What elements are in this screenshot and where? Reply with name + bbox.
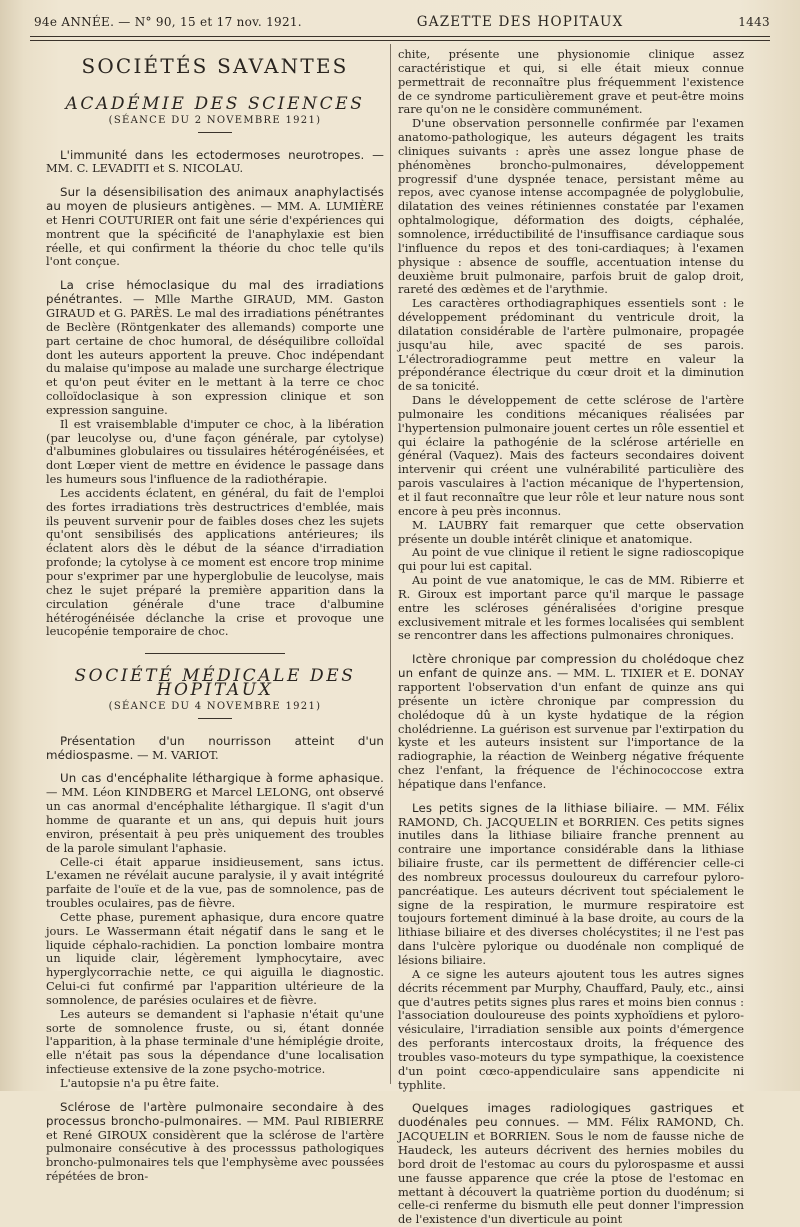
header-rule (30, 36, 770, 37)
article-paragraph: Les accidents éclatent, en général, du fait de l'emploi des fortes irradiations très destructrices d'emblée, mais ils peuvent survenir pour de faibles doses chez les sujets qu'ont sensibilisés des applications antérieures; ils éclatent alors dès le début de la séance d'irradiation profonde; la cytolyse à ce moment est encore trop minime pour s'exprimer par une hyperglobulie de leucolyse, mais chez le sujet préparé la première apparition dans la circulation générale d'une trace d'albumine hétérogénéisée déclanche la crise et provoque une leucopénie temporaire de choc. (46, 485, 384, 639)
section-rule (145, 653, 285, 654)
article-images-radiologiques (398, 1102, 744, 1227)
article-body: — MM. L. TIXIER et E. DONAY rapportent l'observation d'un enfant de quinze ans qui présente un ictère chronique par compression du cholédoque dû à un kyste hydatique de la région cholédrienne. La guérison est survenue par l'extirpation du kyste et les auteurs insistent sur l'importance de la radiographie, la réaction de Weinberg négative fréquente chez l'enfant, la fréquence de l'échinococcose extra hépatique dans l'enfance. (398, 666, 744, 791)
article-paragraph: chite, présente une physionomie clinique assez caractéristique et qui, si elle était mieux connue permettrait de reconnaître plus fréquemment l'existence de ce syndrome particulièrement grave et peut-être moins rare qu'on ne le considère communément. (398, 47, 744, 117)
article-title: Quelques images radiologiques gastriques et duodénales peu connues. (398, 1101, 744, 1130)
article-desensibilisation (46, 186, 384, 269)
article-paragraph: Celle-ci était apparue insidieusement, sans ictus. L'examen ne révélait aucune paralysie, il y avait intégrité parfaite de l'ouïe et de la vue, pas de somnolence, pas de troubles oculaires, pas de fièvre. (46, 854, 384, 911)
article-immunite (46, 149, 384, 177)
article-paragraph: Il est vraisemblable d'imputer ce choc, à la libération (par leucolyse ou, d'une façon générale, par cytolyse) d'albumines globulaires ou tissulaires hétérogénéisées, et dont Lœper vient de mettre en évidence le passage dans les humeurs sous l'influence de la radiothérapie. (46, 416, 384, 487)
article-paragraph: L'autopsie n'a pu être faite. (60, 1076, 220, 1090)
article-title: Ictère chronique par compression du cholédoque chez un enfant de quinze ans. (398, 652, 744, 681)
article-title: Présentation d'un nourrisson atteint d'un médiospasme. (46, 733, 384, 762)
article-body: — Mlle Marthe GIRAUD, MM. Gaston GIRAUD et G. PARÈS. Le mal des irradiations pénétrantes de Beclère (Röntgenkater des allemands) comporte une part certaine de choc humoral, de déséquilibre colloïdal dont les auteurs apportent la preuve. Choc indépendant du malaise qu'impose au malade une surcharge électrique et qu'on peut éviter en le mettant à la terre ce choc colloïdoclasique à son expression clinique et son expression sanguine. (46, 292, 384, 417)
society-seance: (SÉANCE DU 4 NOVEMBRE 1921) (108, 700, 322, 712)
issue-info: 94e ANNÉE. — N° 90, 15 et 17 nov. 1921. (34, 15, 302, 29)
journal-title: GAZETTE DES HOPITAUX (416, 14, 624, 30)
article-paragraph: Au point de vue anatomique, le cas de MM. Ribierre et R. Giroux est important parce qu'il marque le passage entre les scléroses généralisées d'origine presque exclusivement mitrale et les formes localisées qui semblent se rencontrer dans les affections pulmonaires chroniques. (398, 573, 744, 643)
article-paragraph: Cette phase, purement aphasique, dura encore quatre jours. Le Wassermann était négatif dans le sang et le liquide céphalo-rachidien. La ponction lombaire montra un liquide clair, légèrement lymphocytaire, avec hyperglycorrachie nette, ce qui aiguilla le diagnostic. Celui-ci fut confirmé par l'apparition ultérieure de la somnolence, de parésies oculaires et de fièvre. (46, 909, 384, 1007)
article-encephalite (46, 772, 384, 855)
article-ictere (398, 653, 744, 791)
article-paragraph: M. LAUBRY fait remarquer que cette observation présente un double intérêt clinique et anatomique. (398, 517, 744, 546)
article-body: — MM. Paul RIBIERRE et René GIROUX considèrent que la sclérose de l'artère pulmonaire consécutive à des processsus pathologiques broncho-pulmonaires tels que l'emphysème avec poussées répétées de bron- (46, 1113, 384, 1184)
article-title: Sur la désensibilisation des animaux anaphylactisés au moyen de plusieurs antigènes. (46, 185, 384, 214)
article-body: — MM. Félix RAMOND, Ch. JACQUELIN et BORRIEN. Ces petits signes inutiles dans la lithiase biliaire franche prennent au contraire une importance considérable dans la lithiase biliaire fruste, car ils permettent de différencier celle-ci des nombreux processus douloureux du carrefour pyloro-pancréatique. Les auteurs décrivent tout spécialement le signe de la respiration, le murmure respiratoire est toujours fortement diminué à la base droite, au cours de la lithiase biliaire et des diverses cholécystites; il ne l'est pas dans l'ulcère pylorique ou duodénale non compliqué de lésions biliaire. (398, 800, 744, 967)
article-body: — M. VARIOT. (133, 747, 219, 762)
article-title: L'immunité dans les ectodermoses neurotropes. — (60, 147, 384, 162)
article-crise-hemoclasique (46, 279, 384, 417)
article-lithiase (398, 802, 744, 968)
academy-seance: (SÉANCE DU 2 NOVEMBRE 1921) (108, 114, 322, 126)
article-paragraph: D'une observation personnelle confirmée par l'examen anatomo-pathologique, les auteurs dégagent les traits cliniques suivants : après une assez longue phase de phénomènes broncho-pulmonaires, développement progressif d'une dyspnée tenace, persistant même au repos, avec cyanose intense accompagnée de polyglobulie, dilatation des veines rétiniennes constatée par l'examen ophtalmologique, déformation des doigts, céphalée, somnolence, irréductibilité de l'insuffisance cardiaque sous l'influence du repos et des toni-cardiaques; à l'examen physique : absence de souffle, accentuation intense du deuxième bruit pulmonaire, parfois bruit de galop droit, rareté des œdèmes et de l'arythmie. (398, 116, 744, 297)
header-rule-thin (30, 40, 770, 41)
article-body: — MM. A. LUMIÈRE et Henri COUTURIER ont fait une série d'expériences qui montrent que la spécificité de l'anaphylaxie est bien réelle, et qui confirment la théorie du choc telle qu'ils l'ont conçue. (46, 199, 384, 269)
short-rule (198, 132, 232, 133)
article-title: Les petits signes de la lithiase biliaire. (412, 800, 659, 815)
article-paragraph: Les caractères orthodiagraphiques essentiels sont : le développement prédominant du ventricule droit, la dilatation considérable de l'artère pulmonaire, propagée jusqu'au hile, avec spacité de ses parois. L'électroradiogramme peut mettre en valeur la prépondérance électrique du cœur droit et la diminution de sa tonicité. (398, 296, 744, 394)
article-body: — MM. Léon KINDBERG et Marcel LELONG, ont observé un cas anormal d'encéphalite léthargique. Il s'agit d'un homme de quarante et un ans, qui depuis huit jours environ, présentait à peu près uniquement des troubles de la parole simulant l'aphasie. (46, 785, 384, 855)
article-paragraph: A ce signe les auteurs ajoutent tous les autres signes décrits récemment par Murphy, Chauffard, Pauly, etc., ainsi que d'autres petits signes plus rares et moins bien connus : l'association douloureuse des points xyphoïdiens et pyloro-vésiculaire, l'irradiation sensible aux points d'émergence des perforants intercostaux droits, la fréquence des troubles vaso-moteurs du type sympathique, la coexistence d'un point cœco-appendiculaire sans appendicite ni typhlite. (398, 966, 744, 1092)
academy-title: ACADÉMIE DES SCIENCES (65, 93, 365, 114)
article-body: MM. C. LEVADITI et S. NICOLAU. (46, 161, 244, 176)
section-title: SOCIÉTÉS SAVANTES (81, 54, 349, 78)
article-title: La crise hémoclasique du mal des irradiations pénétrantes. (46, 278, 384, 307)
article-title: Sclérose de l'artère pulmonaire secondaire à des processus broncho-pulmonaires. (46, 1099, 384, 1128)
society-title: SOCIÉTÉ MÉDICALE DES HOPITAUX (74, 666, 356, 701)
article-paragraph: Les auteurs se demandent si l'aphasie n'était qu'une sorte de somnolence fruste, ou si, étant donnée l'apparition, à la phase terminale d'une hémiplégie droite, elle n'était pas sous la dépendance d'une localisation infectieuse extensive de la zone psycho-motrice. (46, 1006, 384, 1077)
page-number: 1443 (738, 15, 770, 29)
article-nourrisson (46, 735, 384, 763)
article-title: Un cas d'encéphalite léthargique à forme aphasique. (60, 771, 384, 786)
short-rule (198, 718, 232, 719)
right-column (398, 48, 744, 1227)
left-column (46, 50, 384, 1184)
article-paragraph: Au point de vue clinique il retient le signe radioscopique qui pour lui est capital. (398, 545, 744, 574)
article-sclerose (46, 1101, 384, 1184)
running-header (34, 14, 770, 34)
article-body: — MM. Félix RAMOND, Ch. JACQUELIN et BORRIEN. Sous le nom de fausse niche de Haudeck, les auteurs décrivent des hernies mobiles du bord droit de l'estomac au cours du pylorospasme et aussi une fausse apparence que crée la ptose de l'estomac en mettant à découvert la quatrième portion du duodénum; si celle-ci renferme du bismuth elle peut donner l'impression de l'existence d'un diverticule au point (398, 1115, 744, 1227)
column-divider (390, 44, 391, 1084)
article-paragraph: Dans le développement de cette sclérose de l'artère pulmonaire les conditions mécaniques réalisées par l'hypertension pulmonaire jouent certes un rôle essentiel et qui éclaire la pathogénie de la sclérose artérielle en général (Vaquez). Mais des facteurs secondaires doivent intervenir qui créent une vulnérabilité particulière des parois vasculaires à l'action mécanique de l'hypertension, et il faut reconnaître que leur rôle et leur nature nous sont encore à peu près inconnus. (398, 393, 744, 518)
